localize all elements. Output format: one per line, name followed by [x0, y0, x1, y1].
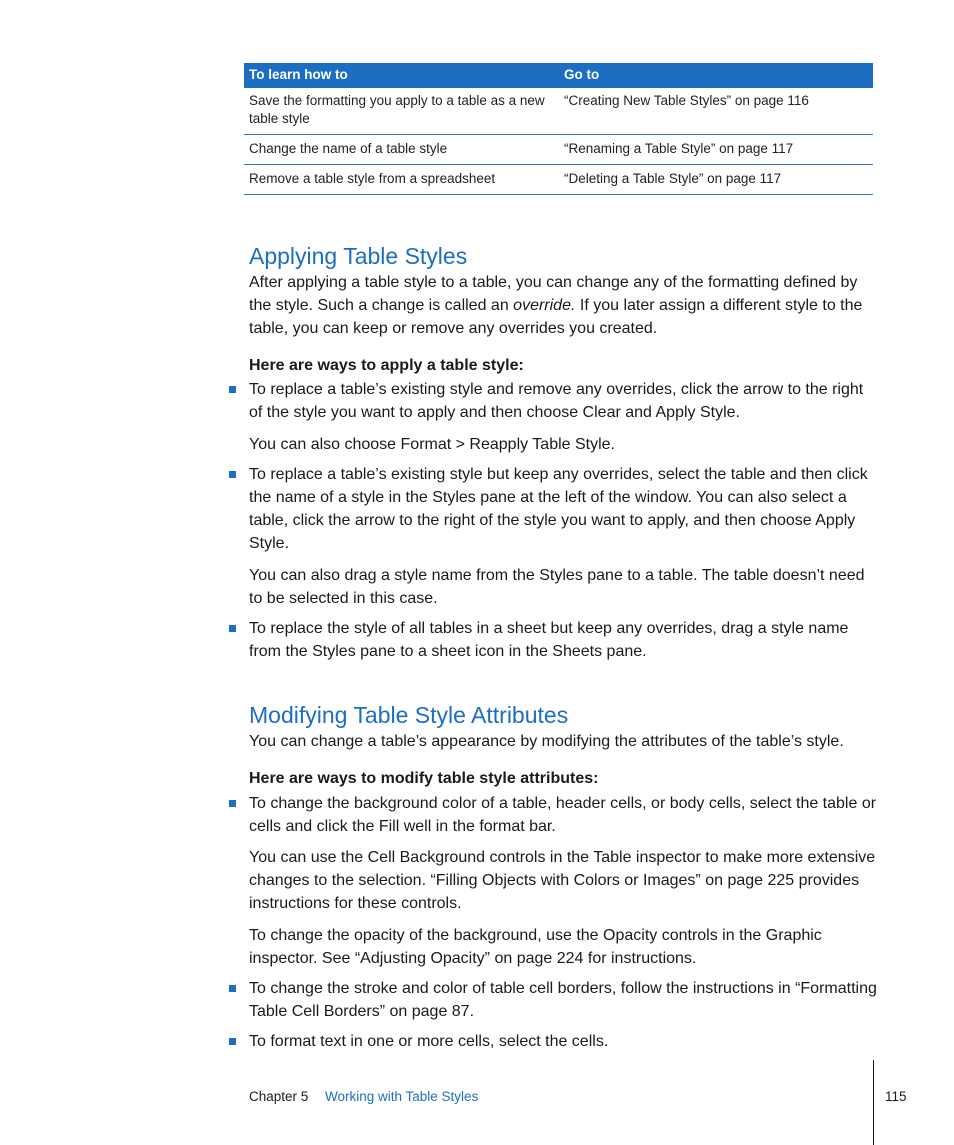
- table-cell-task: Save the formatting you apply to a table as a new table style: [244, 88, 559, 135]
- section2-bullet1-note1: You can use the Cell Background controls in the Table inspector to make more extensive changes to the selection. “Filling Objects with Colors or Images” on page 225 provides instructions for these controls.: [249, 849, 876, 912]
- table-row: [244, 135, 873, 165]
- section1-lead: Here are ways to apply a table style:: [249, 357, 524, 374]
- section1-intro: [249, 271, 877, 340]
- bullet-square-icon: [229, 800, 236, 807]
- bullet-square-icon: [229, 1038, 236, 1045]
- section1-bullet3: To replace the style of all tables in a sheet but keep any overrides, drag a style name from the Styles pane to a sheet icon in the Sheets pane.: [249, 620, 849, 660]
- table-cell-task: Change the name of a table style: [244, 135, 559, 165]
- section2-lead: Here are ways to modify table style attributes:: [249, 770, 599, 787]
- section1-bullet1: To replace a table’s existing style and remove any overrides, click the arrow to the right of the style you want to apply and then choose Clear and Apply Style.: [249, 381, 864, 421]
- page-number: 115: [885, 1089, 907, 1104]
- section1-bullet2-note: You can also drag a style name from the Styles pane to a table. The table doesn’t need to be selected in this case.: [249, 567, 865, 607]
- table-cell-task: Remove a table style from a spreadsheet: [244, 165, 559, 195]
- footer-divider: [873, 1060, 874, 1145]
- section2-bullet3: To format text in one or more cells, select the cells.: [249, 1033, 609, 1050]
- table-cell-reference[interactable]: “Deleting a Table Style” on page 117: [559, 165, 873, 195]
- bullet-square-icon: [229, 625, 236, 632]
- table-cell-reference[interactable]: “Creating New Table Styles” on page 116: [559, 88, 873, 135]
- intro-emphasis: override.: [513, 297, 576, 314]
- intro-text-2: If you later assign a different style to the table, you can keep or remove any overrides you created.: [249, 297, 863, 337]
- table-header-row: [244, 63, 873, 88]
- footer-chapter-title-link[interactable]: Working with Table Styles: [325, 1089, 479, 1104]
- section2-bullet1-note2: To change the opacity of the background, use the Opacity controls in the Graphic inspector. See “Adjusting Opacity” on page 224 for instructions.: [249, 927, 822, 967]
- section2-intro: You can change a table’s appearance by modifying the attributes of the table’s style.: [249, 733, 844, 750]
- bullet-square-icon: [229, 386, 236, 393]
- table-header-goto: Go to: [559, 63, 873, 88]
- bullet-square-icon: [229, 471, 236, 478]
- section1-bullet2: To replace a table’s existing style but keep any overrides, select the table and then click the name of a style in the Styles pane at the left of the window. You can also select a table, click the arrow to the right of the style you want to apply, and then choose Apply Style.: [249, 466, 868, 552]
- intro-text-1: After applying a table style to a table, you can change any of the formatting defined by the style. Such a change is called an: [249, 274, 858, 314]
- section2-bullet1: To change the background color of a table, header cells, or body cells, select the table or cells and click the Fill well in the format bar.: [249, 795, 877, 835]
- section2-bullet2: To change the stroke and color of table cell borders, follow the instructions in “Formatting Table Cell Borders” on page 87.: [249, 980, 877, 1020]
- table-row: [244, 165, 873, 195]
- table-header-learn: To learn how to: [244, 63, 559, 88]
- reference-table: [244, 63, 873, 195]
- section1-bullet1-note: You can also choose Format > Reapply Table Style.: [249, 436, 615, 453]
- section-heading-modifying: Modifying Table Style Attributes: [249, 702, 569, 728]
- bullet-square-icon: [229, 985, 236, 992]
- section-heading-applying: Applying Table Styles: [249, 243, 468, 269]
- table-row: [244, 88, 873, 135]
- footer-chapter-label: Chapter 5: [249, 1089, 309, 1104]
- table-cell-reference[interactable]: “Renaming a Table Style” on page 117: [559, 135, 873, 165]
